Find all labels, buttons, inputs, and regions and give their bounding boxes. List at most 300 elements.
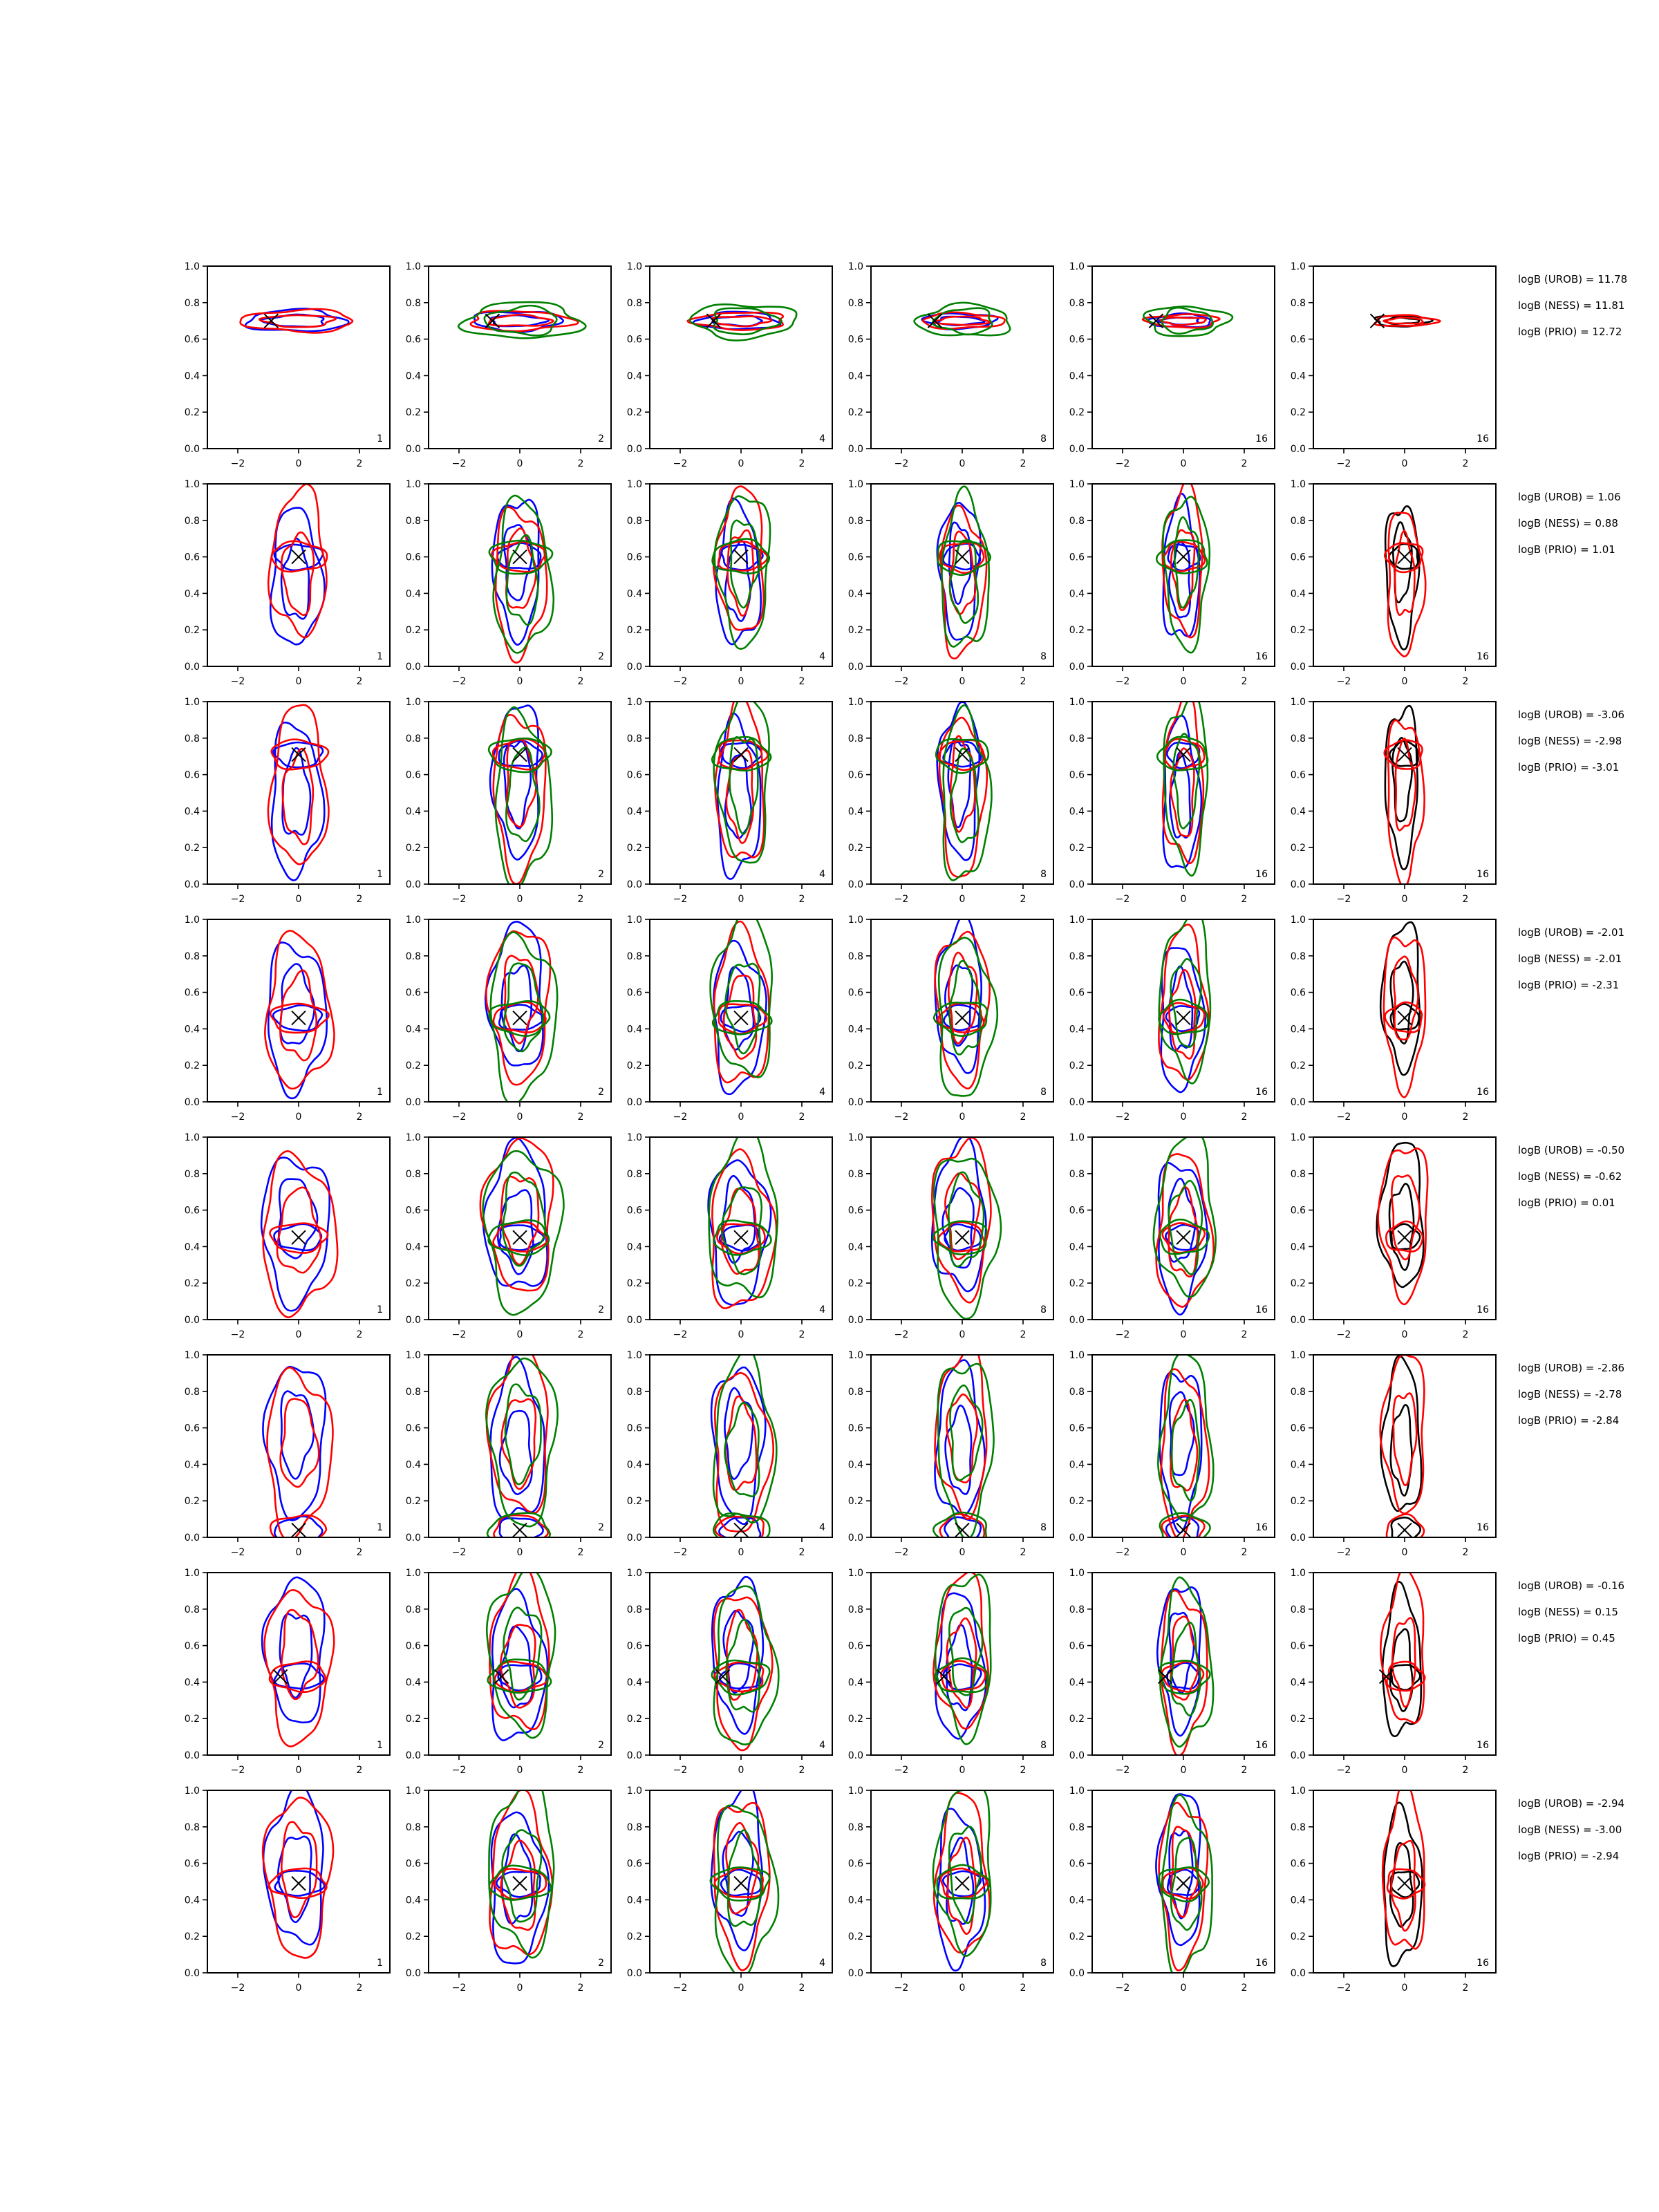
y-tick-label: 0.4: [405, 1895, 421, 1906]
y-tick-label: 0.2: [1069, 1278, 1085, 1290]
logb-annotation: logB (PRIO) = 1.01: [1518, 543, 1615, 556]
y-tick-label: 0.6: [1069, 552, 1085, 563]
y-tick-label: 0.4: [847, 1241, 863, 1253]
contour-group: [1385, 506, 1425, 656]
y-tick-label: 0.0: [626, 444, 642, 455]
x-tick-label: −2: [673, 1329, 688, 1340]
x-tick-label: −2: [894, 1112, 909, 1123]
y-tick-label: 0.4: [626, 588, 642, 600]
axes-frame: [871, 1355, 1053, 1537]
x-tick-label: −2: [451, 458, 467, 469]
y-tick-label: 1.0: [184, 1785, 200, 1797]
truth-marker: [513, 1877, 527, 1891]
x-tick-label: 0: [1180, 894, 1187, 905]
subplot-r4-c2: [406, 915, 611, 1123]
panel-label: 8: [1040, 651, 1047, 662]
y-tick-label: 1.0: [847, 1132, 863, 1143]
y-tick-label: 0.6: [847, 1640, 863, 1652]
panel-label: 16: [1477, 1304, 1489, 1315]
x-tick-label: −2: [230, 1765, 245, 1776]
subplot-r6-c2: [406, 1344, 611, 1558]
y-tick-label: 0.4: [626, 1024, 642, 1035]
y-tick-label: 1.0: [184, 697, 200, 708]
x-tick-label: −2: [230, 1329, 245, 1340]
x-tick-label: 2: [1020, 1983, 1027, 1994]
axes-frame: [650, 484, 832, 666]
y-tick-label: 0.0: [405, 1750, 421, 1761]
axes-frame: [1092, 484, 1275, 666]
x-tick-label: −2: [1115, 1983, 1130, 1994]
y-tick-label: 1.0: [405, 479, 421, 490]
y-tick-label: 0.2: [626, 1931, 642, 1943]
x-tick-label: 0: [295, 1329, 302, 1340]
panel-label: 4: [819, 1522, 825, 1533]
panel-label: 16: [1477, 1740, 1489, 1751]
contour-group: [262, 1577, 334, 1747]
black-contour: [1390, 1843, 1413, 1927]
x-tick-label: −2: [451, 1765, 467, 1776]
subplot-r7-c4: [848, 1568, 1053, 1776]
y-tick-label: 0.0: [184, 1533, 200, 1544]
y-tick-label: 1.0: [184, 1568, 200, 1579]
x-tick-label: 2: [1020, 1329, 1027, 1340]
y-tick-label: 0.4: [1290, 371, 1306, 382]
y-tick-label: 1.0: [1069, 1785, 1085, 1797]
y-tick-label: 0.4: [626, 1895, 642, 1906]
axes-frame: [650, 1137, 832, 1320]
x-tick-label: 2: [1020, 458, 1027, 469]
y-tick-label: 0.4: [847, 1895, 863, 1906]
y-tick-label: 1.0: [1069, 1568, 1085, 1579]
x-tick-label: 0: [1401, 676, 1408, 687]
green-contour: [486, 1358, 557, 1526]
panel-label: 4: [819, 433, 825, 444]
y-tick-label: 0.2: [184, 843, 200, 854]
y-tick-label: 0.4: [847, 371, 863, 382]
subplot-r8-c1: [185, 1783, 390, 1994]
y-tick-label: 0.2: [405, 1496, 421, 1508]
y-tick-label: 0.6: [184, 769, 200, 781]
y-tick-label: 0.2: [847, 1278, 863, 1290]
y-tick-label: 1.0: [1290, 1132, 1306, 1143]
panel-label: 2: [598, 869, 604, 880]
y-tick-label: 0.2: [184, 625, 200, 637]
y-tick-label: 0.6: [184, 987, 200, 999]
y-tick-label: 0.8: [1069, 297, 1085, 309]
contour-group: [1385, 706, 1425, 888]
y-tick-label: 0.8: [184, 1821, 200, 1833]
axes-frame: [1092, 702, 1275, 884]
x-tick-label: 0: [959, 894, 966, 905]
y-tick-label: 0.4: [847, 806, 863, 818]
y-tick-label: 0.0: [1290, 1533, 1306, 1544]
y-tick-label: 0.6: [626, 1205, 642, 1217]
panel-label: 1: [377, 1740, 383, 1751]
logb-annotation: logB (NESS) = -3.00: [1518, 1824, 1622, 1836]
y-tick-label: 0.4: [1069, 1677, 1085, 1689]
axes-frame: [429, 1355, 611, 1537]
y-tick-label: 0.0: [847, 879, 863, 890]
panel-label: 2: [598, 1304, 604, 1315]
y-tick-label: 0.6: [626, 334, 642, 346]
y-tick-label: 0.2: [405, 1060, 421, 1072]
y-tick-label: 0.0: [1290, 1315, 1306, 1326]
contour-group: [937, 487, 991, 659]
axes-frame: [207, 266, 390, 449]
x-tick-label: −2: [451, 1329, 467, 1340]
subplot-r5-c6: [1291, 1132, 1496, 1340]
contour-group: [263, 1367, 333, 1546]
y-tick-label: 0.2: [1290, 1931, 1306, 1943]
y-tick-label: 0.6: [626, 1423, 642, 1434]
y-tick-label: 0.8: [1069, 733, 1085, 744]
logb-annotation: logB (UROB) = -2.94: [1518, 1797, 1625, 1810]
red-contour: [932, 1138, 991, 1303]
y-tick-label: 0.6: [1069, 1640, 1085, 1652]
axes-frame: [207, 1790, 390, 1973]
x-tick-label: 0: [738, 894, 744, 905]
contour-group: [458, 302, 585, 338]
x-tick-label: 2: [1462, 1547, 1469, 1558]
x-tick-label: 2: [1241, 458, 1248, 469]
y-tick-label: 0.4: [184, 1241, 200, 1253]
y-tick-label: 1.0: [1069, 479, 1085, 490]
x-tick-label: 0: [1401, 458, 1408, 469]
x-tick-label: 2: [798, 1765, 805, 1776]
panel-label: 16: [1255, 1740, 1268, 1751]
y-tick-label: 0.8: [847, 733, 863, 744]
y-tick-label: 0.0: [847, 1315, 863, 1326]
contour-group: [489, 496, 554, 663]
y-tick-label: 0.0: [184, 1097, 200, 1108]
x-tick-label: 0: [295, 676, 302, 687]
y-tick-label: 1.0: [405, 1350, 421, 1361]
y-tick-label: 0.6: [405, 1423, 421, 1434]
contour-group: [1380, 1355, 1425, 1544]
y-tick-label: 0.8: [626, 733, 642, 744]
y-tick-label: 0.4: [184, 588, 200, 600]
subplot-r2-c5: [1069, 479, 1275, 687]
contour-group: [263, 1783, 333, 1958]
panel-label: 4: [819, 1087, 825, 1098]
x-tick-label: 0: [959, 1765, 966, 1776]
x-tick-label: 2: [1241, 1329, 1248, 1340]
y-tick-label: 0.6: [184, 1205, 200, 1217]
y-tick-label: 1.0: [847, 479, 863, 490]
y-tick-label: 0.2: [847, 1496, 863, 1508]
y-tick-label: 0.6: [184, 1423, 200, 1434]
contour-group: [1158, 1353, 1213, 1547]
contour-group: [268, 484, 327, 644]
x-tick-label: 2: [1462, 1983, 1469, 1994]
axes-frame: [207, 702, 390, 884]
y-tick-label: 0.2: [1290, 407, 1306, 419]
x-tick-label: 0: [516, 458, 523, 469]
x-tick-label: 2: [1241, 1112, 1248, 1123]
y-tick-label: 0.4: [184, 1677, 200, 1689]
panel-label: 8: [1040, 433, 1047, 444]
x-tick-label: 2: [798, 1112, 805, 1123]
y-tick-label: 1.0: [405, 1132, 421, 1143]
x-tick-label: 0: [1180, 458, 1187, 469]
y-tick-label: 0.0: [626, 1533, 642, 1544]
y-tick-label: 0.2: [184, 1060, 200, 1072]
y-tick-label: 1.0: [1290, 915, 1306, 926]
y-tick-label: 0.6: [1069, 1423, 1085, 1434]
y-tick-label: 1.0: [847, 697, 863, 708]
x-tick-label: 0: [1180, 1983, 1187, 1994]
y-tick-label: 1.0: [184, 479, 200, 490]
truth-marker: [734, 1011, 748, 1025]
logb-annotation: logB (PRIO) = -2.84: [1518, 1414, 1620, 1427]
x-tick-label: −2: [451, 894, 467, 905]
truth-marker: [1177, 1230, 1190, 1244]
subplot-r3-c4: [848, 697, 1053, 905]
y-tick-label: 1.0: [1069, 261, 1085, 272]
truth-marker: [292, 1877, 306, 1891]
panel-label: 8: [1040, 869, 1047, 880]
x-tick-label: 0: [1180, 1329, 1187, 1340]
y-tick-label: 0.4: [405, 371, 421, 382]
x-tick-label: −2: [894, 894, 909, 905]
y-tick-label: 0.8: [184, 1604, 200, 1615]
panel-label: 16: [1477, 1087, 1489, 1098]
subplot-r3-c5: [1069, 691, 1275, 905]
y-tick-label: 1.0: [626, 1785, 642, 1797]
contour-group: [1375, 315, 1441, 327]
panel-label: 2: [598, 1522, 604, 1533]
y-tick-label: 0.8: [1069, 1168, 1085, 1180]
x-tick-label: 0: [738, 1765, 744, 1776]
axes-frame: [871, 1137, 1053, 1320]
y-tick-label: 1.0: [1290, 1568, 1306, 1579]
y-tick-label: 0.2: [847, 1931, 863, 1943]
panel-label: 8: [1040, 1740, 1047, 1751]
x-tick-label: −2: [894, 1765, 909, 1776]
truth-marker: [955, 1877, 969, 1891]
x-tick-label: 2: [356, 1765, 363, 1776]
y-tick-label: 0.6: [184, 1858, 200, 1870]
y-tick-label: 1.0: [847, 261, 863, 272]
subplot-r8-c2: [406, 1774, 611, 1994]
y-tick-label: 0.4: [405, 588, 421, 600]
y-tick-label: 1.0: [1290, 697, 1306, 708]
x-tick-label: −2: [1115, 458, 1130, 469]
subplot-r3-c1: [185, 697, 390, 905]
y-tick-label: 0.4: [184, 1459, 200, 1471]
subplot-r8-c4: [848, 1785, 1053, 1994]
x-tick-label: −2: [1336, 894, 1351, 905]
logb-annotation: logB (NESS) = 11.81: [1518, 299, 1625, 312]
y-tick-label: 0.8: [626, 950, 642, 962]
y-tick-label: 0.4: [626, 1459, 642, 1471]
x-tick-label: −2: [230, 676, 245, 687]
y-tick-label: 0.0: [847, 1097, 863, 1108]
axes-frame: [207, 1355, 390, 1537]
panel-label: 2: [598, 1087, 604, 1098]
y-tick-label: 0.4: [1069, 806, 1085, 818]
x-tick-label: −2: [451, 1112, 467, 1123]
subplot-r8-c3: [627, 1785, 832, 1994]
x-tick-label: −2: [894, 458, 909, 469]
y-tick-label: 0.8: [184, 733, 200, 744]
green-contour: [714, 1586, 779, 1745]
black-contour: [1380, 922, 1420, 1075]
subplot-r5-c2: [406, 1132, 611, 1340]
y-tick-label: 0.8: [626, 1386, 642, 1398]
y-tick-label: 0.8: [1290, 1821, 1306, 1833]
panel-label: 16: [1255, 1087, 1268, 1098]
x-tick-label: 2: [577, 1329, 584, 1340]
axes-frame: [429, 702, 611, 884]
y-tick-label: 0.2: [1290, 1496, 1306, 1508]
x-tick-label: 2: [1241, 1983, 1248, 1994]
y-tick-label: 1.0: [405, 697, 421, 708]
contour-group: [934, 916, 997, 1096]
y-tick-label: 0.2: [1069, 1714, 1085, 1725]
x-tick-label: 2: [577, 1547, 584, 1558]
contour-group: [1159, 910, 1210, 1092]
y-tick-label: 0.8: [1290, 1604, 1306, 1615]
contour-group: [1157, 1577, 1213, 1756]
panel-label: 8: [1040, 1522, 1047, 1533]
y-tick-label: 0.0: [1069, 1968, 1085, 1979]
y-tick-label: 0.0: [847, 662, 863, 673]
axes-frame: [429, 266, 611, 449]
x-tick-label: −2: [1336, 676, 1351, 687]
y-tick-label: 0.2: [626, 1060, 642, 1072]
x-tick-label: 2: [1020, 1112, 1027, 1123]
x-tick-label: 2: [1462, 1765, 1469, 1776]
x-tick-label: −2: [1336, 1983, 1351, 1994]
y-tick-label: 0.2: [626, 843, 642, 854]
truth-marker: [1398, 1230, 1412, 1244]
y-tick-label: 0.6: [1069, 769, 1085, 781]
y-tick-label: 0.0: [626, 1097, 642, 1108]
y-tick-label: 0.8: [405, 1604, 421, 1615]
y-tick-label: 0.2: [1069, 1496, 1085, 1508]
y-tick-label: 1.0: [1069, 915, 1085, 926]
x-tick-label: 2: [1241, 676, 1248, 687]
y-tick-label: 1.0: [1069, 697, 1085, 708]
logb-annotation: logB (PRIO) = 12.72: [1518, 326, 1622, 338]
truth-marker: [513, 1230, 527, 1244]
y-tick-label: 0.6: [405, 334, 421, 346]
contour-group: [709, 1127, 778, 1308]
y-tick-label: 0.0: [847, 1750, 863, 1761]
y-tick-label: 0.8: [1290, 515, 1306, 527]
y-tick-label: 0.4: [1069, 371, 1085, 382]
panel-label: 4: [819, 869, 825, 880]
contour-group: [1382, 1781, 1425, 1966]
subplot-r7-c6: [1291, 1568, 1496, 1776]
y-tick-label: 0.4: [626, 1677, 642, 1689]
x-tick-label: −2: [1115, 1547, 1130, 1558]
subplot-r3-c2: [406, 697, 611, 905]
y-tick-label: 0.4: [405, 1241, 421, 1253]
subplot-r7-c1: [185, 1568, 390, 1776]
truth-marker: [1398, 550, 1412, 564]
panel-label: 16: [1255, 1522, 1268, 1533]
x-tick-label: 2: [798, 1547, 805, 1558]
red-contour: [280, 971, 316, 1060]
x-tick-label: −2: [673, 1765, 688, 1776]
green-contour: [1171, 1622, 1200, 1716]
y-tick-label: 0.4: [1290, 1241, 1306, 1253]
x-tick-label: 0: [295, 458, 302, 469]
y-tick-label: 0.6: [847, 1423, 863, 1434]
x-tick-label: 2: [577, 894, 584, 905]
x-tick-label: 2: [1462, 1112, 1469, 1123]
logb-annotation: logB (UROB) = -0.16: [1518, 1580, 1625, 1592]
x-tick-label: 2: [1241, 894, 1248, 905]
y-tick-label: 0.0: [847, 1533, 863, 1544]
y-tick-label: 0.6: [405, 552, 421, 563]
x-tick-label: 2: [1462, 1329, 1469, 1340]
y-tick-label: 0.6: [405, 1205, 421, 1217]
red-contour: [283, 749, 313, 844]
y-tick-label: 0.8: [626, 1821, 642, 1833]
panel-label: 4: [819, 1958, 825, 1969]
truth-marker: [513, 1523, 527, 1537]
subplot-r1-c3: [627, 261, 832, 469]
x-tick-label: 0: [959, 458, 966, 469]
subplot-r6-c6: [1291, 1350, 1496, 1558]
y-tick-label: 0.0: [184, 1315, 200, 1326]
red-contour: [268, 705, 329, 865]
contour-group: [489, 1774, 554, 1963]
contour-group: [1380, 922, 1425, 1097]
y-tick-label: 0.8: [405, 1821, 421, 1833]
axes-frame: [207, 484, 390, 666]
truth-marker: [292, 1011, 306, 1025]
y-tick-label: 0.8: [847, 515, 863, 527]
y-tick-label: 0.8: [405, 515, 421, 527]
y-tick-label: 0.8: [1069, 1604, 1085, 1615]
y-tick-label: 0.8: [1290, 1168, 1306, 1180]
y-tick-label: 0.8: [626, 515, 642, 527]
y-tick-label: 0.2: [405, 1714, 421, 1725]
y-tick-label: 0.8: [626, 1168, 642, 1180]
y-tick-label: 0.2: [847, 407, 863, 419]
y-tick-label: 0.6: [1290, 552, 1306, 563]
x-tick-label: 0: [1401, 1547, 1408, 1558]
y-tick-label: 0.0: [626, 879, 642, 890]
y-tick-label: 0.6: [847, 334, 863, 346]
logb-annotation: logB (PRIO) = -2.31: [1518, 979, 1620, 991]
subplot-r5-c3: [627, 1127, 832, 1340]
contour-group: [936, 702, 991, 881]
y-tick-label: 0.8: [626, 297, 642, 309]
y-tick-label: 1.0: [626, 479, 642, 490]
x-tick-label: 0: [516, 1765, 523, 1776]
y-tick-label: 0.2: [626, 1496, 642, 1508]
subplot-r4-c3: [627, 908, 832, 1123]
x-tick-label: −2: [1336, 1112, 1351, 1123]
x-tick-label: −2: [894, 1983, 909, 1994]
y-tick-label: 0.2: [1290, 843, 1306, 854]
x-tick-label: 2: [1241, 1765, 1248, 1776]
contour-group: [1380, 1568, 1425, 1736]
x-tick-label: 0: [1401, 1983, 1408, 1994]
x-tick-label: 2: [798, 894, 805, 905]
x-tick-label: 2: [1020, 1547, 1027, 1558]
x-tick-label: 0: [1401, 1329, 1408, 1340]
y-tick-label: 0.6: [1069, 987, 1085, 999]
y-tick-label: 0.2: [626, 1714, 642, 1725]
y-tick-label: 0.8: [405, 297, 421, 309]
panel-label: 16: [1477, 1958, 1489, 1969]
